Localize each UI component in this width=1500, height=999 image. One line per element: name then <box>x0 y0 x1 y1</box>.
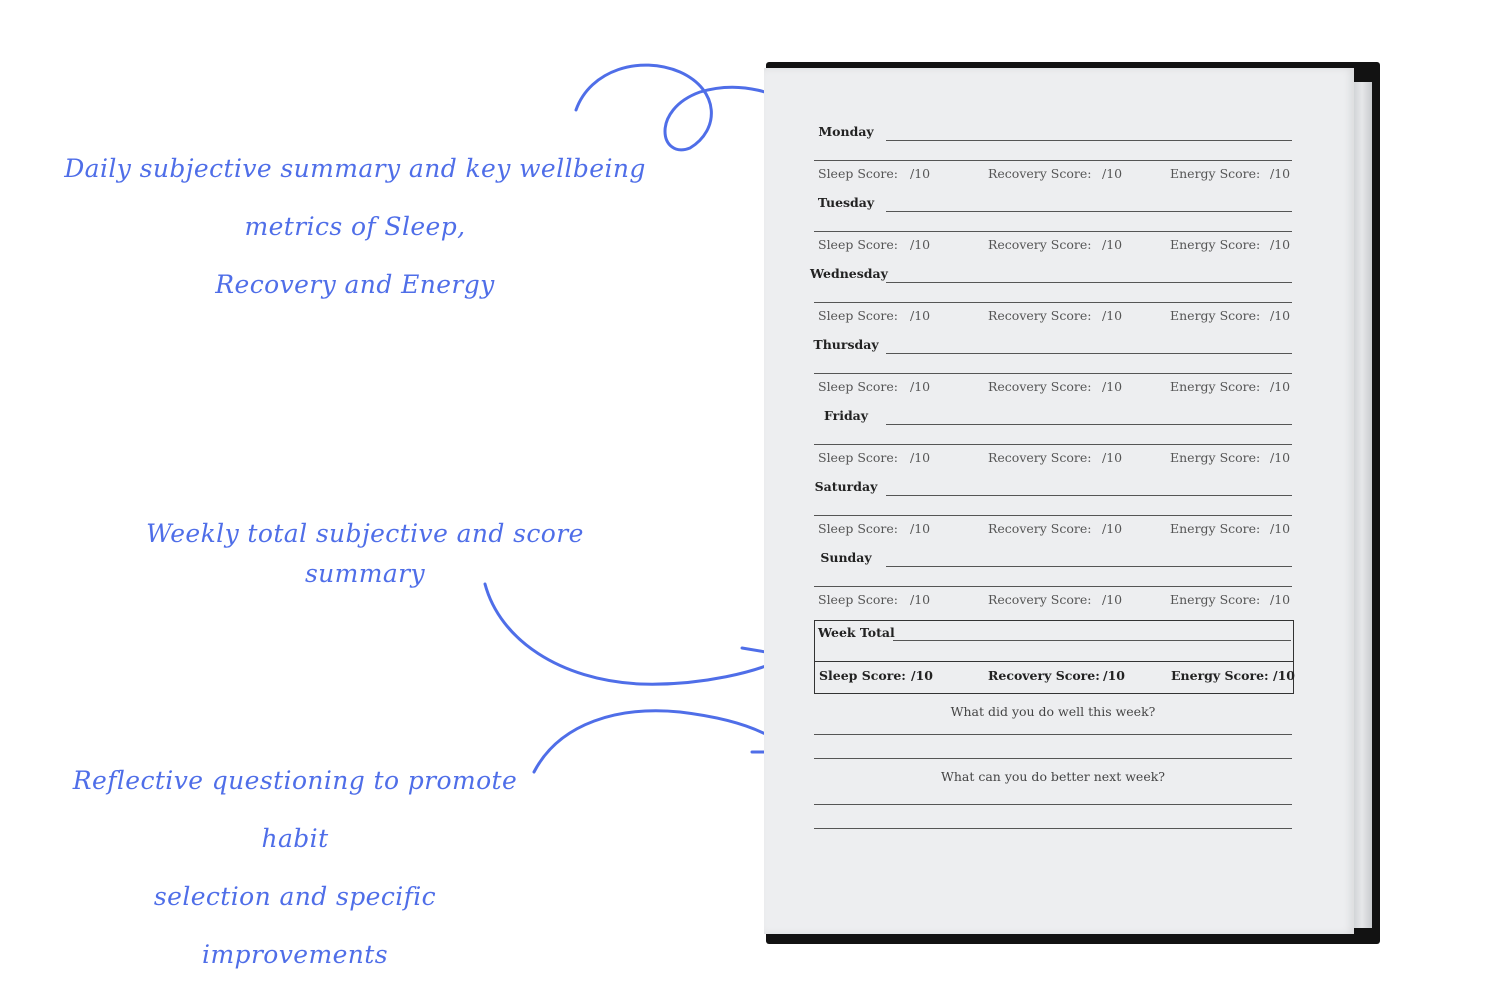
sleep-score-max: /10 <box>910 379 931 394</box>
writing-line <box>886 353 1292 354</box>
annotation-reflective-line2: selection and specific improvements <box>153 882 437 969</box>
energy-score-label: Energy Score: <box>1170 166 1261 181</box>
writing-line <box>814 302 1292 303</box>
week-energy-score-label: Energy Score: <box>1171 668 1269 683</box>
recovery-score-max: /10 <box>1102 237 1123 252</box>
energy-score-max: /10 <box>1270 592 1291 607</box>
week-recovery-score-max: /10 <box>1103 668 1125 683</box>
week-total-box <box>814 620 1294 694</box>
sleep-score-label: Sleep Score: <box>818 379 899 394</box>
writing-line <box>893 640 1291 641</box>
recovery-score-label: Recovery Score: <box>988 237 1092 252</box>
energy-score-max: /10 <box>1270 521 1291 536</box>
recovery-score-label: Recovery Score: <box>988 308 1092 323</box>
question-well: What did you do well this week? <box>950 704 1156 719</box>
day-name: Wednesday <box>810 266 888 281</box>
recovery-score-label: Recovery Score: <box>988 166 1092 181</box>
writing-line <box>814 444 1292 445</box>
sleep-score-max: /10 <box>910 308 931 323</box>
week-sleep-score-label: Sleep Score: <box>819 668 906 683</box>
day-name: Saturday <box>814 479 878 494</box>
day-name: Sunday <box>820 550 872 565</box>
energy-score-label: Energy Score: <box>1170 379 1261 394</box>
writing-line <box>814 586 1292 587</box>
week-sleep-score-max: /10 <box>911 668 933 683</box>
sleep-score-max: /10 <box>910 166 931 181</box>
page-edge <box>1352 82 1372 928</box>
recovery-score-max: /10 <box>1102 592 1123 607</box>
question-better: What can you do better next week? <box>941 769 1165 784</box>
sleep-score-max: /10 <box>910 237 931 252</box>
energy-score-label: Energy Score: <box>1170 308 1261 323</box>
sleep-score-label: Sleep Score: <box>818 450 899 465</box>
journal-page <box>764 68 1354 934</box>
energy-score-max: /10 <box>1270 237 1291 252</box>
energy-score-max: /10 <box>1270 450 1291 465</box>
recovery-score-max: /10 <box>1102 379 1123 394</box>
writing-line <box>886 211 1292 212</box>
sleep-score-max: /10 <box>910 592 931 607</box>
recovery-score-max: /10 <box>1102 450 1123 465</box>
recovery-score-label: Recovery Score: <box>988 521 1092 536</box>
day-entry-tuesday <box>764 195 1354 267</box>
day-entry-sunday <box>764 550 1354 622</box>
sleep-score-label: Sleep Score: <box>818 308 899 323</box>
sleep-score-label: Sleep Score: <box>818 237 899 252</box>
writing-line <box>814 734 1292 735</box>
sleep-score-label: Sleep Score: <box>818 592 899 607</box>
day-entry-thursday <box>764 337 1354 409</box>
sleep-score-max: /10 <box>910 450 931 465</box>
energy-score-label: Energy Score: <box>1170 592 1261 607</box>
recovery-score-max: /10 <box>1102 166 1123 181</box>
recovery-score-label: Recovery Score: <box>988 592 1092 607</box>
arrow-middle-icon <box>485 584 788 684</box>
writing-line <box>886 140 1292 141</box>
energy-score-max: /10 <box>1270 379 1291 394</box>
recovery-score-label: Recovery Score: <box>988 379 1092 394</box>
day-entry-monday <box>764 124 1354 196</box>
energy-score-label: Energy Score: <box>1170 450 1261 465</box>
day-entry-saturday <box>764 479 1354 551</box>
writing-line <box>814 828 1292 829</box>
annotation-daily-line2: Recovery and Energy <box>215 270 495 299</box>
energy-score-label: Energy Score: <box>1170 521 1261 536</box>
annotation-weekly-text: Weekly total subjective and score summary <box>146 519 584 588</box>
recovery-score-max: /10 <box>1102 521 1123 536</box>
day-entry-friday <box>764 408 1354 480</box>
writing-line <box>814 160 1292 161</box>
writing-line <box>814 804 1292 805</box>
annotation-reflective-line1: Reflective questioning to promote habit <box>72 766 518 853</box>
energy-score-max: /10 <box>1270 166 1291 181</box>
sleep-score-label: Sleep Score: <box>818 166 899 181</box>
recovery-score-label: Recovery Score: <box>988 450 1092 465</box>
day-name: Monday <box>818 124 874 139</box>
writing-line <box>814 231 1292 232</box>
writing-line <box>886 566 1292 567</box>
arrow-bottom-icon <box>534 711 790 772</box>
sleep-score-max: /10 <box>910 521 931 536</box>
week-total-label: Week Total <box>818 625 895 640</box>
week-total-divider <box>815 661 1293 662</box>
day-name: Friday <box>823 408 869 423</box>
sleep-score-label: Sleep Score: <box>818 521 899 536</box>
recovery-score-max: /10 <box>1102 308 1123 323</box>
day-entry-wednesday <box>764 266 1354 338</box>
writing-line <box>814 758 1292 759</box>
day-name: Thursday <box>813 337 879 352</box>
energy-score-label: Energy Score: <box>1170 237 1261 252</box>
writing-line <box>814 515 1292 516</box>
energy-score-max: /10 <box>1270 308 1291 323</box>
week-energy-score-max: /10 <box>1273 668 1295 683</box>
day-name: Tuesday <box>817 195 875 210</box>
writing-line <box>814 373 1292 374</box>
writing-line <box>886 495 1292 496</box>
annotation-daily-line1: Daily subjective summary and key wellbeing metrics of Sleep, <box>64 154 646 241</box>
week-recovery-score-label: Recovery Score: <box>988 668 1100 683</box>
writing-line <box>886 282 1292 283</box>
writing-line <box>886 424 1292 425</box>
